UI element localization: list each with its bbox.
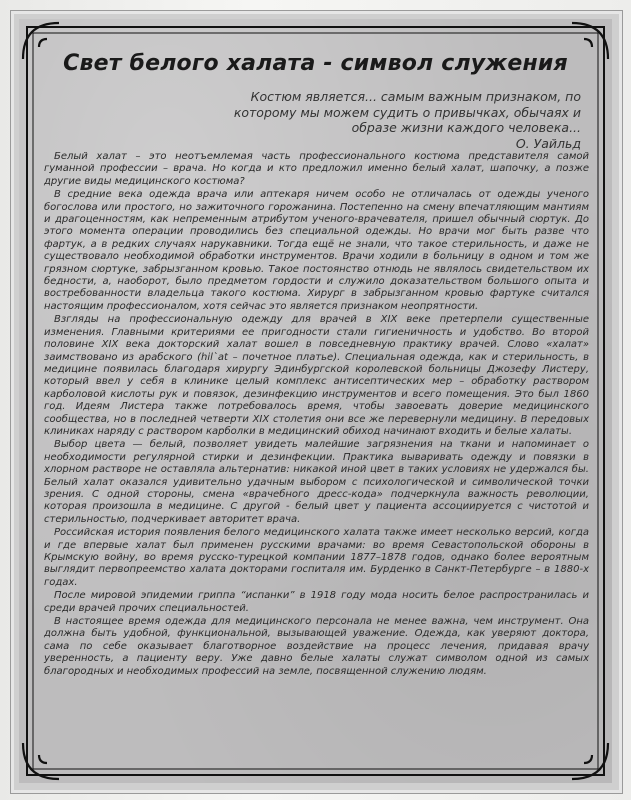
epigraph: [219, 89, 581, 151]
poster: [19, 19, 612, 783]
paragraph: В настоящее время одежда для медицинского персонала не менее важна, чем инструмент. Она должна быть удобной, функциональной, вызывающей уважение. Одежда, как уверяют доктора, сама по себе оказывает благотворное воздействие на процесс лечения, придавая врачу уверенность, а пациенту веру. Уже давно белые халаты служат символом одной из самых благородных и необходимых профессий на земле, посвященной служению людям.: [44, 616, 589, 677]
corner-ornament-bottom-right: [572, 743, 608, 779]
paragraph: В средние века одежда врача или аптекаря ничем особо не отличалась от одежды ученого богослова или простого, но зажиточного горожанина. Постепенно на смену впечатляющим мантиям и драгоценностям, как непременным атрибутом ученого-врачевателя, пришел обычный сюртук. До этого момента операции проводились без специальной одежды. Но врачи мог быть разве что фартук, а в редких случаях нарукавники. Тогда ещё не знали, что такое стерильность, и даже не существовало необходимой обработки инструментов. Врачи ходили в больницу в одном и том же грязном сюртуке, забрызганном кровью. Такое постоянство отнюдь не являлось свидетельством их бедности, а, наоборот, было предметом гордости и служило доказательством большого опыта и востребованности владельца такого костюма. Хирург в забрызганном кровью фартуке считался настоящим профессионалом, хотя сейчас это является признаком неопрятности.: [44, 189, 589, 312]
epigraph-quote: Костюм является... самым важным признаком, по которому мы можем судить о привычках, обычаях и образе жизни каждого человека...: [233, 89, 581, 135]
epigraph-author: О. Уайльд: [515, 135, 581, 151]
poster-title: Свет белого халата - символ служения: [63, 51, 568, 76]
paragraph: Взгляды на профессиональную одежду для врачей в XIX веке претерпели существенные изменения. Главными критериями ее пригодности стали гигиеничность и удобство. Во второй половине XIX века докторский халат вошел в повседневную практику врачей. Слово «халат» заимствовано из арабского (hil`at – почетное платье). Специальная одежда, как и стерильность, в медицине появилась благодаря хирургу Эдинбургской королевской больницы Джозефу Листеру, который ввел у себя в клинике целый комплекс антисептических мер – обработку раствором карболовой кислоты рук и повязок, дезинфекцию инструментов и всего помещения. Это был 1860 год. Идеям Листера также потребовалось время, чтобы завоевать доверие медицинского сообщества, но в последней четверти XIX столетия они все же перевернули медицину. В передовых клиниках наряду с раствором карболки в медицинский обиход начинают входить и белые халаты.: [44, 314, 589, 437]
corner-ornament-bottom-left: [23, 743, 59, 779]
paragraph: После мировой эпидемии гриппа “испанки” в 1918 году мода носить белое распространилась и среди врачей прочих специальностей.: [44, 590, 589, 614]
paragraph: Выбор цвета — белый, позволяет увидеть малейшие загрязнения на ткани и напоминает о необходимости регулярной стирки и дезинфекции. Практика вываривать одежду и повязки в хлорном растворе не оставляла альтернатив: никакой иной цвет в таких условиях не удержался бы. Белый халат оказался удивительно удачным выбором с психологической и символической точки зрения. С одной стороны, смена «врачебного дресс-кода» подчеркнула важность революции, которая произошла в медицине. С другой - белый цвет у пациента ассоциируется с чистотой и стерильностью, подчеркивает авторитет врача.: [44, 439, 589, 525]
paragraph: Российская история появления белого медицинского халата также имеет несколько версий, когда и где впервые халат был применен русскими врачами: во время Севастопольской обороны в Крымскую войну, во время русско-турецкой компании 1877–1878 годов, однако более вероятным выглядит первопреемство халата докторами госпиталя им. Бурденко в Санкт-Петербурге – в 1880-х годах.: [44, 527, 589, 588]
paragraph: Белый халат – это неотъемлемая часть профессионального костюма представителя самой гуманной профессии – врача. Но когда и кто предложил именно белый халат, шапочку, а позже другие виды медицинского костюма?: [44, 151, 589, 187]
article-body: [44, 151, 589, 679]
